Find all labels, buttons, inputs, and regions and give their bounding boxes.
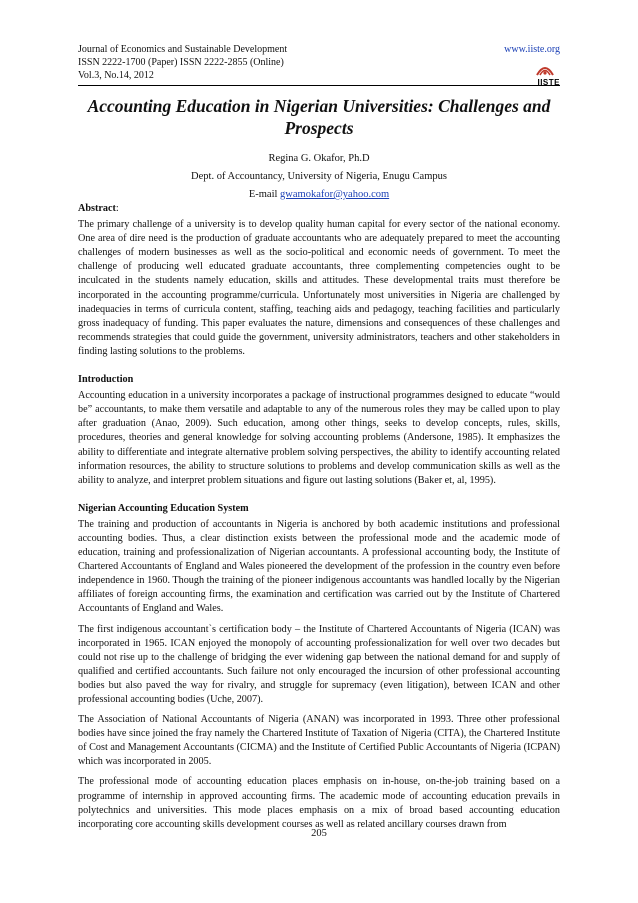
system-paragraph-3: The Association of National Accountants of Nigeria (ANAN) was incorporated in 1993. Three other professional bodies have since joined the fray namely the Chartered Institute of Taxation of Nigeria (CITA), the Chartered Institute of Cost and Management Accountants (CICMA) and the Institute of Certified Public Accountants of Nigeria (ICPAN) which was incorporated in 2005. [78, 714, 560, 768]
logo-text: IISTE [537, 78, 560, 87]
journal-issn: ISSN 2222-1700 (Paper) ISSN 2222-2855 (Online) [78, 57, 284, 68]
system-paragraph-1: The training and production of accountants in Nigeria is anchored by both academic institutions and professional accounting bodies. Thus, a clear distinction exists between the professional mode and the academic mode of education, training and professionalization of Nigerian accountants. A professional accounting body, the Institute of Chartered Accountants of England and Wales pioneered the development of the profession in the country even before independence in 1960. Though the training of the pioneer indigenous accountants was handled locally by the Nigerian affiliates of foreign accounting firms, the examination and certification was carried out by the Institute of Chartered Accountants of England and Wales. [78, 518, 560, 615]
header-divider [78, 85, 560, 86]
author-block [78, 150, 560, 204]
page-number: 205 [311, 828, 327, 839]
system-paragraph-2: The first indigenous accountant`s certification body – the Institute of Chartered Accountants of Nigeria (ICAN) was incorporated in 1965. ICAN enjoyed the monopoly of accounting professionalization for well over two decades but could not rise up to the challenge of bridging the ever widening gap between the national demand for and supply of qualified and certified accountants. Such failure not only encouraged the incursion of other professional accounting bodies but also paved the way for rivalry, and struggle for supremacy (even litigation), between ICAN and other professional accounting bodies (Uche, 2007). [78, 623, 560, 705]
email-label: E-mail [248, 189, 278, 200]
article-title [78, 95, 560, 139]
introduction-heading: Introduction [78, 374, 134, 386]
journal-url-link[interactable]: www.iiste.org [504, 44, 560, 55]
abstract-colon: : [115, 203, 119, 214]
journal-info [78, 43, 560, 82]
abstract-heading-line [78, 202, 560, 216]
running-header [78, 43, 560, 87]
journal-volume: Vol.3, No.14, 2012 [78, 70, 154, 81]
title-line-2: Prospects [284, 118, 354, 138]
abstract-text: The primary challenge of a university is to develop quality human capital for every sector of the national economy. One area of dire need is the production of graduate accountants who are adequately prepared to meet the accounting challenges of modern businesses as well as the socio-political and economic needs of government. To meet the challenge of producing well educated graduate accountants, three complementing competencies ought to be inculcated in the students namely education, skills and attitudes. These developmental traits must therefore be incorporated in the accounting programme/curricula. Unfortunately most universities in Nigeria are challenged by inadequacies in terms of curricula content, staffing, teaching aids and pedagogy, teaching facilities and particularly gross inadequacy of funding. This paper evaluates the nature, dimensions and consequences of these challenges and recommends strategies that could guide the government, university administrators, teachers and other stakeholders in finding lasting solutions to the problems. [78, 219, 560, 357]
journal-name: Journal of Economics and Sustainable Development [78, 44, 288, 55]
author-name: Regina G. Okafor, Ph.D [268, 153, 370, 164]
introduction-text: Accounting education in a university incorporates a package of instructional programmes designed to educate “would be” accountants, to make them versatile and adaptable to any of the numerous roles they may be called upon to play after graduation (Anao, 2009). Such education, among other things, seeks to develop concepts, rules, skills, procedures, theories and general knowledge for solving accounting problems (Andersone, 1985). It emphasizes the ability to differentiate and integrate alternative problem solving perspectives, the ability to identify accounting related information resources, the ability to structure solutions to problems and develop communication skills as well as the ability to analyze, and interpret problem situations and figure out lasting solutions (Baker et, al, 1995). [78, 390, 560, 486]
author-affiliation: Dept. of Accountancy, University of Nigeria, Enugu Campus [191, 171, 447, 182]
title-line-1: Accounting Education in Nigerian Universities: Challenges and [87, 96, 551, 116]
system-paragraph-4: The professional mode of accounting education places emphasis on in-house, on-the-job training based on a programme of internship in approved accounting firms. The academic mode of accounting education prevails in polytechnics and universities. This mode places emphasis on a mix of broad based accounting education incorporating core accounting skills development courses as well as related ancillary courses drawn from [78, 776, 560, 830]
author-email-link[interactable]: gwamokafor@yahoo.com [280, 189, 390, 200]
abstract-heading: Abstract [78, 203, 116, 214]
article-body [78, 200, 560, 838]
system-heading: Nigerian Accounting Education System [78, 502, 249, 514]
